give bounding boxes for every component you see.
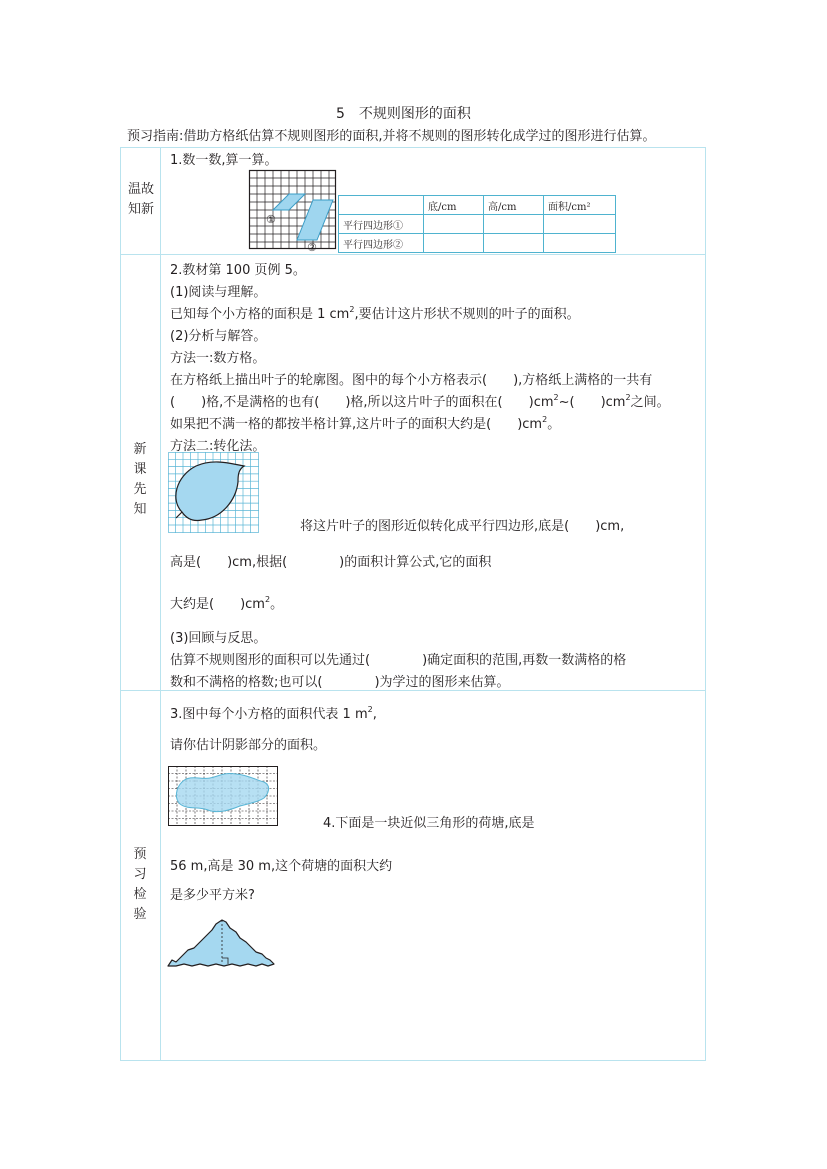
q2-step1: (1)阅读与理解。 [170,285,267,300]
section-label-check: 预习检验 [133,847,147,922]
q4-line1: 4.下面是一块近似三角形的荷塘,底是 [323,816,535,831]
q2-method2: 方法二:转化法。 [170,439,266,454]
answer-cell[interactable] [484,234,544,253]
q2-line10: 将这片叶子的图形近似转化成平行四边形,底是( )cm, [300,519,625,534]
answer-cell[interactable] [544,215,616,234]
table-row-label: 平行四边形② [339,234,424,253]
answer-cell[interactable] [424,215,484,234]
table-row-label: 平行四边形① [339,215,424,234]
q4-line3: 是多少平方米? [170,888,255,903]
q2-line8: 如果把不满一格的都按半格计算,这片叶子的面积大约是( )$cm^2$。 [170,414,561,432]
table-header-cell: 底/cm [424,196,484,215]
q2-step2: (2)分析与解答。 [170,329,267,344]
table-header-cell: 高/cm [484,196,544,215]
q3-line1: 3.图中每个小方格的面积代表 1 $m^2$, [170,704,377,722]
table-row [339,234,616,253]
q2-line7: ( )格,不是满格的也有( )格,所以这片叶子的面积在( )$cm^2\sim$( )$cm^2$之间。 [170,392,670,410]
leaf-grid-figure [168,452,260,534]
q2-line14: 估算不规则图形的面积可以先通过( )确定面积的范围,再数一数满格的格 [170,653,627,668]
answer-cell[interactable] [544,234,616,253]
pond-figure [166,912,276,970]
q3-shaded-grid [168,766,280,828]
label-parallelogram-2: ② [307,241,317,254]
label-parallelogram-1: ① [266,213,276,226]
q2-method1: 方法一:数方格。 [170,351,266,366]
section-label-preview: 新课先知 [133,442,147,517]
q3-line2: 请你估计阴影部分的面积。 [170,738,327,753]
table-header-cell: 面积/cm² [544,196,616,215]
answer-cell[interactable] [424,234,484,253]
section-label-review: 温故知新 [127,182,154,217]
table-row [339,215,616,234]
q2-line15: 数和不满格的格数;也可以( )为学过的图形来估算。 [170,675,510,690]
q2-given: 已知每个小方格的面积是 1 $cm^2$,要估计这片形状不规则的叶子的面积。 [170,304,580,322]
q2-line12: 大约是( )$cm^2$。 [170,594,284,612]
q2-step3: (3)回顾与反思。 [170,631,267,646]
answer-cell[interactable] [484,215,544,234]
page-title: 5 不规则图形的面积 [336,106,471,122]
q2-line11: 高是( )cm,根据( )的面积计算公式,它的面积 [170,555,492,570]
q4-line2: 56 m,高是 30 m,这个荷塘的面积大约 [170,859,393,874]
q1-text: 1.数一数,算一算。 [170,153,278,168]
table-header-cell [339,196,424,215]
q2-line6: 在方格纸上描出叶子的轮廓图。图中的每个小方格表示( ),方格纸上满格的一共有 [170,373,653,388]
study-guide: 预习指南:借助方格纸估算不规则图形的面积,并将不规则的图形转化成学过的图形进行估算。 [127,129,656,144]
q1-grid-figure [249,170,339,250]
q1-answer-table [338,195,616,253]
q2-heading: 2.教材第 100 页例 5。 [170,263,306,278]
table-header-row [339,196,616,215]
